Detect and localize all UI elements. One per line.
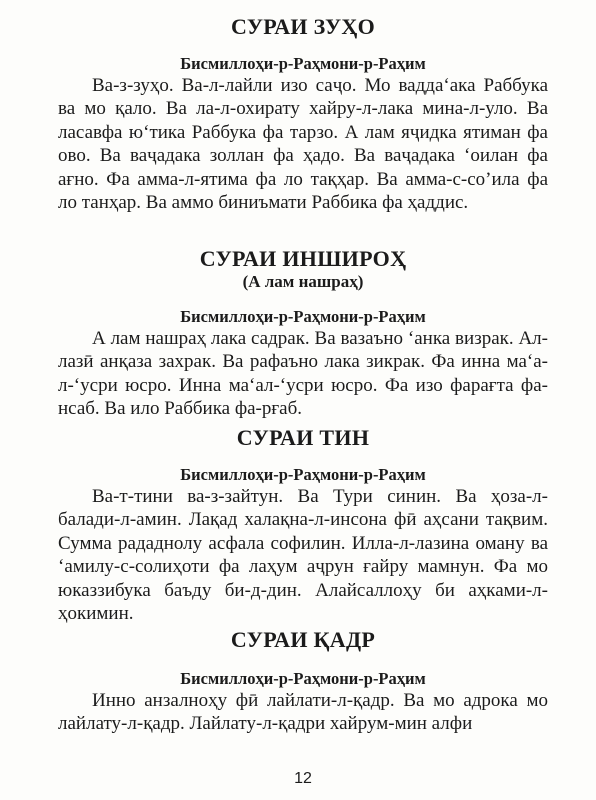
sura-text: Инно анзалноҳу фӣ лайлати-л-қадр. Ва мо адрока мо лайлату-л-қадр. Лайлату-л-қадри хайрум-мин алфи bbox=[58, 690, 548, 735]
sura-subtitle: (А лам нашраҳ) bbox=[242, 272, 364, 291]
sura-text: Ва-т-тини ва-з-зайтун. Ва Тури синин. Ва ҳоза-л-балади-л-амин. Лақад халақна-л-инсона фӣ аҳсани тақвим. Сумма рададнолу асфала софилин. Илла-л-лазина оману ва ‘амилу-с-солиҳоти фа лаҳум аҷрун ғайру мамнун. Фа мо юказзибука баъду би-д-дин. Алайсаллоҳу би аҳками-л-ҳокимин. bbox=[58, 486, 548, 625]
sura-text: А лам нашраҳ лака садрак. Ва вазаъно ‘анка визрак. Ал-лазӣ анқаза захрак. Ва рафаъно лака зикрак. Фа инна ма‘а-л-‘усри юсро. Инна ма‘ал-‘усри юсро. Фа изо фарағта фа-нсаб. Ва ило Раббика фа-рғаб. bbox=[58, 328, 548, 420]
sura-title: СУРАИ ҚАДР bbox=[230, 627, 376, 652]
sura-section-zuho bbox=[58, 14, 548, 214]
bismillah-heading: Бисмиллоҳи-р-Раҳмони-р-Раҳим bbox=[180, 307, 426, 326]
sura-section-tin bbox=[58, 425, 548, 625]
sura-section-qadr bbox=[58, 627, 548, 736]
sura-title: СУРАИ ЗУҲО bbox=[230, 14, 376, 39]
bismillah-heading: Бисмиллоҳи-р-Раҳмони-р-Раҳим bbox=[180, 54, 426, 73]
sura-title: СУРАИ ТИН bbox=[236, 425, 370, 450]
sura-section-inshiroh bbox=[58, 246, 548, 421]
bismillah-heading: Бисмиллоҳи-р-Раҳмони-р-Раҳим bbox=[180, 465, 426, 484]
page-number: 12 bbox=[294, 770, 312, 787]
bismillah-heading: Бисмиллоҳи-р-Раҳмони-р-Раҳим bbox=[180, 669, 426, 688]
document-page bbox=[58, 0, 548, 800]
sura-text: Ва-з-зуҳо. Ва-л-лайли изо саҷо. Мо вадда‘ака Раббука ва мо қало. Ва ла-л-охирату хайру-л-лака мина-л-уло. Ва ласавфа ю‘тика Раббука фа тарзо. А лам яҷидка ятиман фа ово. Ва ваҷадака золлан фа ҳадо. Ва ваҷадака ‘оилан фа ағно. Фа амма-л-ятима фа ло тақҳар. Ва амма-с-со’ила фа ло танҳар. Ва аммо биниъмати Раббика фа ҳаддис. bbox=[58, 75, 548, 214]
sura-title: СУРАИ ИНШИРОҲ bbox=[199, 246, 407, 271]
